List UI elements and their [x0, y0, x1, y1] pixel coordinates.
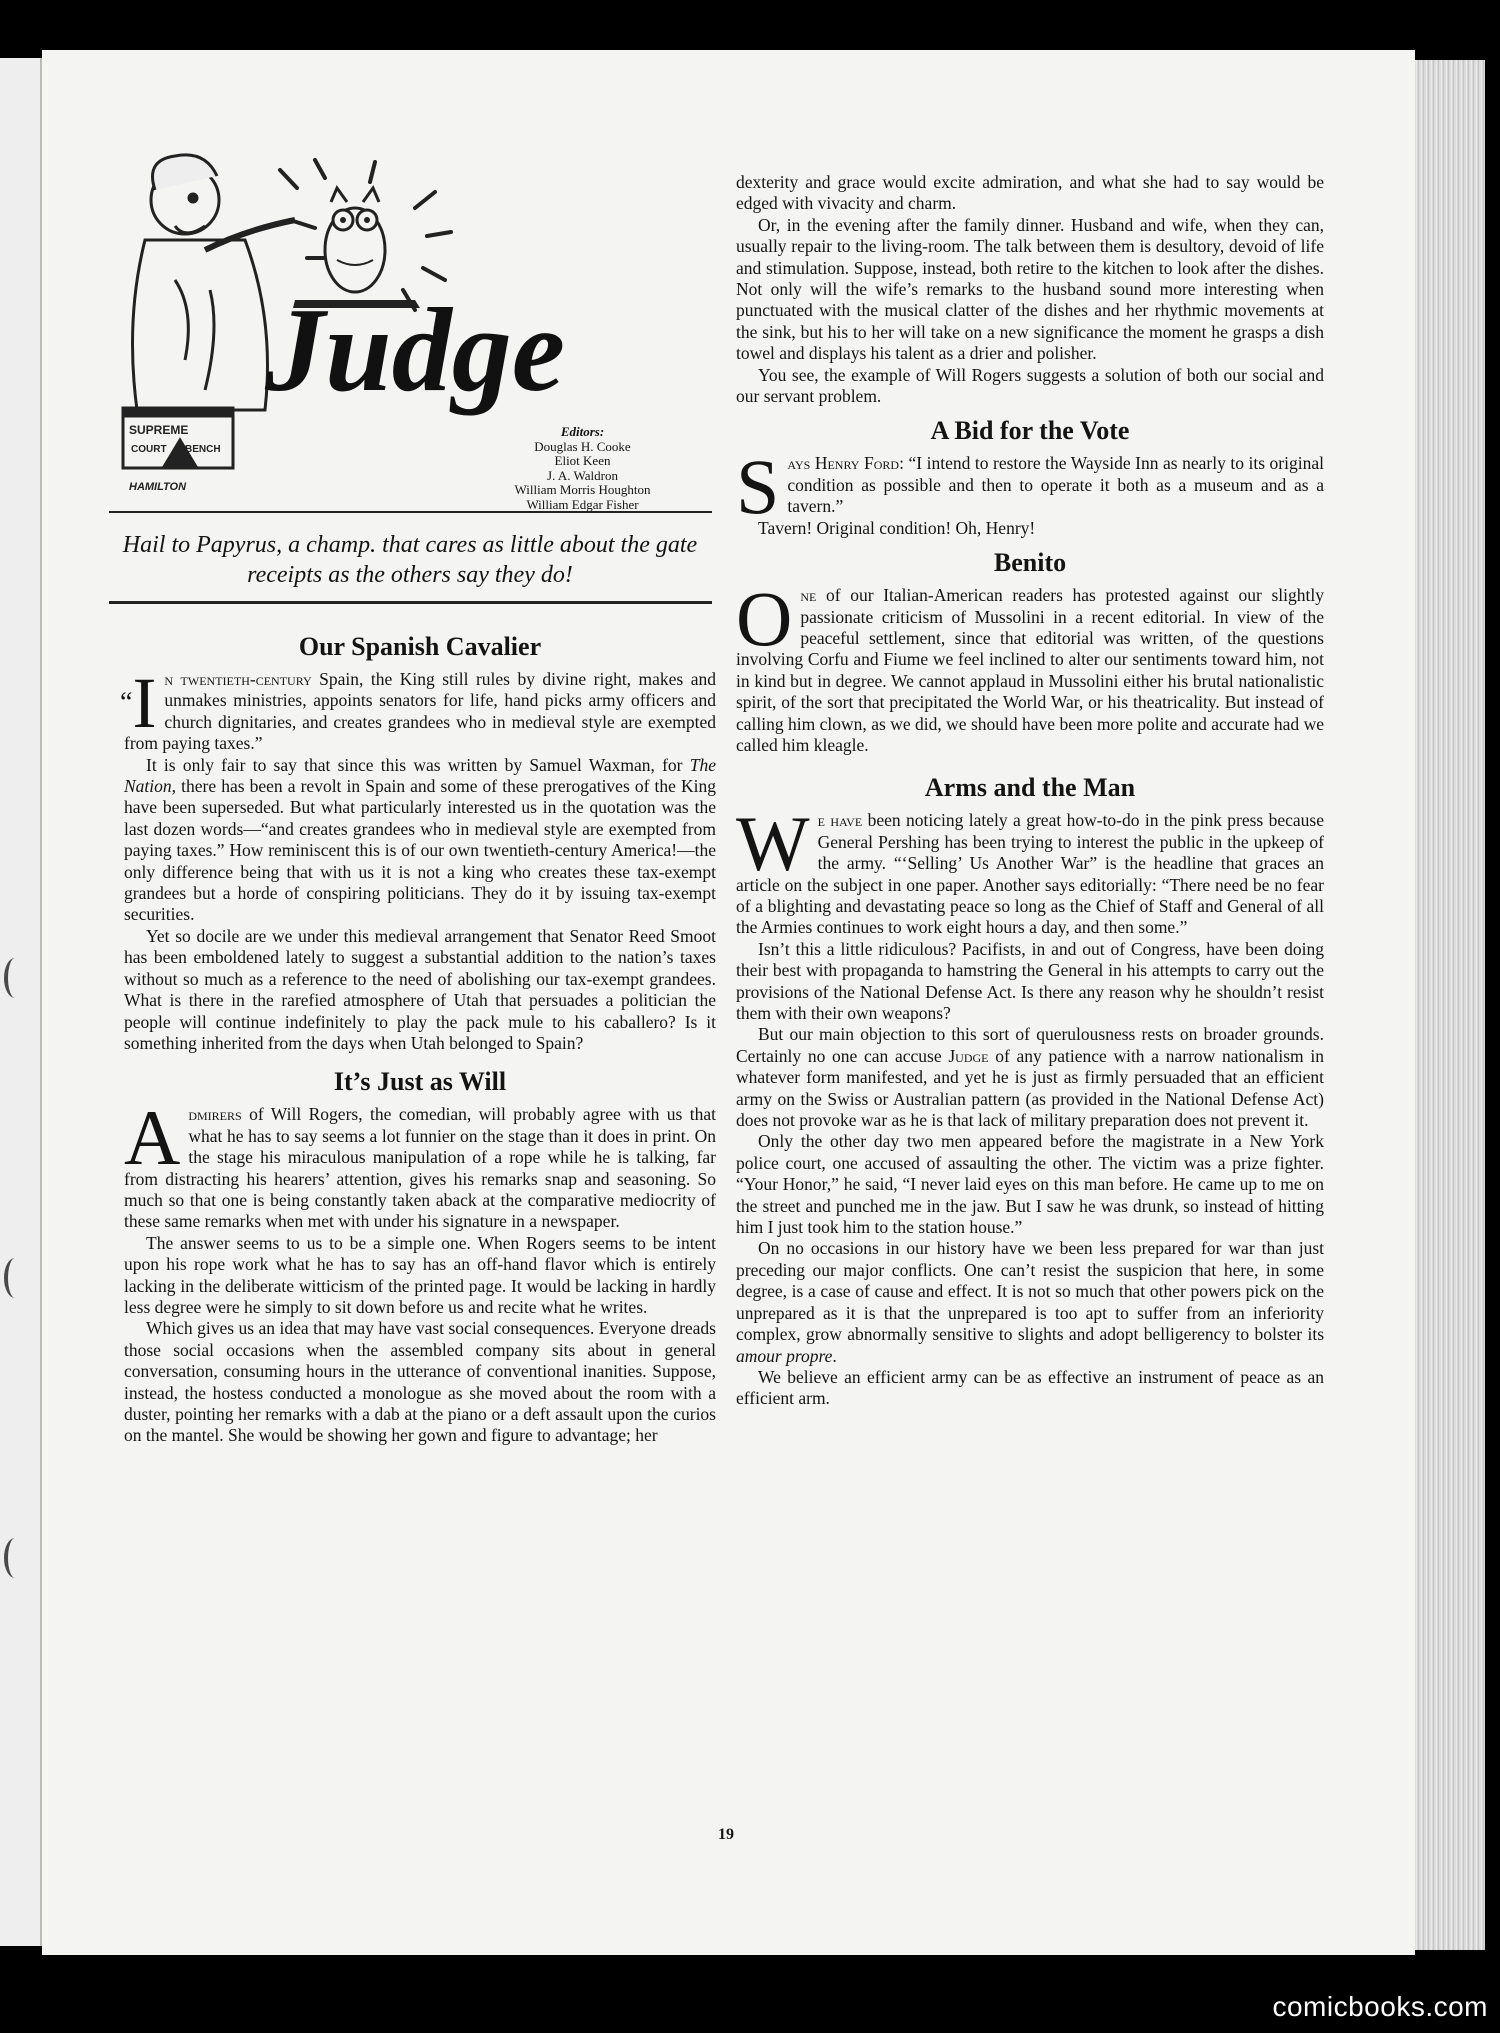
editors-box	[500, 425, 665, 512]
adjacent-page-edge	[0, 58, 42, 1946]
editor-name: William Edgar Fisher	[526, 496, 639, 512]
editor-name: William Morris Houghton	[514, 482, 651, 497]
article-paragraph: dexterity and grace would excite admiration, and what she had to say would be edged with vivacity and charm.	[736, 172, 1324, 214]
drop-cap: A	[124, 1094, 181, 1182]
article-paragraph: We believe an efficient army can be as effective an instrument of peace as an efficient arm.	[736, 1366, 1324, 1409]
article-title: Our Spanish Cavalier	[298, 632, 542, 661]
adjacent-page-artwork	[4, 1258, 26, 1298]
article-title: A Bid for the Vote	[930, 416, 1130, 446]
article-paragraph: But our main objection to this sort of querulousness rests on broader grounds. Certainly no one can accuse Judge of any patience with a narrow nationalism in whatever form manifested, and yet he is just as firmly persuaded that an efficient army on the Swiss or Australian pattern (as provided in the National Defense Act) does not provoke war as he is that lack of military preparation does not prevent it.	[736, 1024, 1324, 1131]
article-title: It’s Just as Will	[333, 1067, 507, 1097]
article-paragraph: Only the other day two men appeared before the magistrate in a New York police court, one accused of assaulting the other. The victim was a prize fighter. “Your Honor,” he said, “I never laid eyes on this man before. He came up to me on the street and punched me in the jaw. But I saw he was drunk, so instead of hitting him I just took him to the station house.”	[736, 1131, 1324, 1238]
article-paragraph: Yet so docile are we under this medieval arrangement that Senator Reed Smoot has been emboldened lately to suggest a substantial addition to the nation’s taxes without so much as a reference to the need of abolishing our tax-exempt grandees. What is there in the rarefied atmosphere of Utah that persuades a politician the people will continue indefinitely to play the pack mule to his caballero? Is it something inherited from the days when Utah belonged to Spain?	[124, 925, 716, 1053]
left-column	[120, 623, 716, 1447]
article-paragraph: Admirers of Will Rogers, the comedian, will probably agree with us that what he has to say seems a lot funnier on the stage than it does in print. On the stage his miraculous manipulation of a rope while he is talking, far from distracting his hearers’ attention, gives his remarks snap and seasoning. So much so that one is being constantly taken aback at the comparative mediocrity of these same remarks when met with under his signature in a newspaper.	[124, 1094, 716, 1232]
article-paragraph: Tavern! Original condition! Oh, Henry!	[758, 517, 1036, 538]
article-paragraph: It is only fair to say that since this was written by Samuel Waxman, for The Nation, there has been a revolt in Spain and some of these prerogatives of the King have been superseded. But what particularly interested us in the quotation was the last dozen words—“and creates grandees who in medieval style are exempted from paying taxes.” How reminiscent this is of our own twentieth-century America!—the only difference being that with us it is not a king who creates these tax-exempt grandees but a horde of conspiring politicians. They do it by issuing tax-exempt securities.	[124, 754, 716, 925]
book-page-edges	[1415, 60, 1485, 1950]
adjacent-page-artwork	[4, 1538, 26, 1578]
editor-name: Eliot Keen	[554, 453, 611, 468]
drop-cap: W	[736, 800, 810, 888]
watermark: comicbooks.com	[1272, 1991, 1488, 2022]
page-number: 19	[718, 1826, 734, 1843]
supreme-court-bench	[123, 408, 233, 468]
article-paragraph: One of our Italian-American readers has protested against our slightly passionate criticism of Mussolini in a recent editorial. In view of the peaceful settlement, since that editorial was written, of the questions involving Corfu and Fiume we feel inclined to alter our sentiments toward him, not in kind but in degree. We cannot applaud in Mussolini either his brutal nationalistic spirit, of the sort that precipitated the World War, or his theatricality. But instead of calling him clown, as we did, we should have been more polite and accurate had we called him kleagle.	[736, 575, 1324, 755]
drop-cap: “I	[120, 663, 157, 743]
adjacent-page-artwork	[4, 958, 26, 998]
motto: Hail to Papyrus, a champ. that cares as little about the gate receipts as the others say they do!	[122, 532, 698, 588]
article-paragraph: You see, the example of Will Rogers suggests a solution of both our social and our servant problem.	[736, 364, 1324, 407]
drop-cap: O	[736, 575, 793, 663]
editors-label: Editors:	[560, 424, 605, 439]
right-column	[736, 172, 1324, 1410]
article-title: Arms and the Man	[924, 773, 1136, 803]
article-paragraph: The answer seems to us to be a simple one. When Rogers seems to be intent upon his rope work what he has to say has an off-hand flavor which is entirely lacking in the deliberate witticism of the printed page. It would be lacking in hardly less degree were he simply to sit down before us and recite what he writes.	[124, 1232, 716, 1317]
rule-divider	[109, 601, 712, 604]
bench-sign-line3: BENCH	[185, 444, 221, 455]
editor-name: J. A. Waldron	[547, 467, 618, 483]
judge-logo: Judge	[265, 283, 565, 416]
artist-signature: HAMILTON	[129, 481, 187, 493]
article-paragraph: On no occasions in our history have we been less prepared for war than just preceding our major conflicts. One can’t resist the suspicion that here, in some degree, is a case of cause and effect. It is not so much that other powers pick on the unprepared as it is that the unprepared is too apt to suffer from an inferiority complex, grow abnormally sensitive to slights and adopt belligerency to bolster its amour propre.	[736, 1238, 1324, 1366]
bench-sign-line2: COURT	[131, 444, 167, 455]
article-paragraph: “I n twentieth-century Spain, the King still rules by divine right, makes and unmakes ministries, appoints senators for life, hand picks army officers and church dignitaries, and creates grandees who in medieval style are exempted from paying taxes.”	[120, 663, 716, 754]
article-paragraph: Says Henry Ford: “I intend to restore the Wayside Inn as nearly to its original condition as possible and then to operate it both as a museum and as a tavern.”	[736, 443, 1324, 531]
drop-cap: S	[736, 443, 780, 531]
article-paragraph: Isn’t this a little ridiculous? Pacifists, in and out of Congress, have been doing their best with propaganda to hamstring the General in his attempts to carry out the provisions of the National Defense Act. Is there any reason why he shouldn’t resist them with their own weapons?	[736, 938, 1324, 1023]
article-title: Benito	[993, 548, 1067, 578]
article-paragraph: We have been noticing lately a great how-to-do in the pink press because General Pershing has been trying to interest the public in the upkeep of the army. “‘Selling’ Us Another War” is the headline that graces an article on the subject in one paper. Another says editorially: “There need be no fear of a blighting and devastating peace so long as the Chief of Staff and General of all the Armies continues to work eight hours a day, and then some.”	[736, 800, 1324, 938]
bench-sign-line1: SUPREME	[129, 423, 189, 437]
editor-name: Douglas H. Cooke	[534, 438, 631, 454]
rule-divider	[109, 511, 712, 513]
article-paragraph: Which gives us an idea that may have vast social consequences. Everyone dreads those social occasions when the assembled company sits about in general conversation, consuming hours in the utterance of conventional inanities. Suppose, instead, the hostess conducted a monologue as she moved about the room with a duster, pointing her remarks with a dab at the piano or a deft assault upon the curios on the mantel. She would be showing her gown and figure to advantage; her	[124, 1318, 716, 1446]
article-paragraph: Or, in the evening after the family dinner. Husband and wife, when they can, usually repair to the living-room. The talk between them is desultory, devoid of life and stimulation. Suppose, instead, both retire to the kitchen to look after the dishes. Not only will the wife’s remarks to the husband sound more interesting when punctuated with the musical clatter of the dishes and her rhythmic movements at the sink, but his to her will take on a new significance the moment he grasps a dish towel and displays his talent as a drier and polisher.	[736, 214, 1324, 364]
